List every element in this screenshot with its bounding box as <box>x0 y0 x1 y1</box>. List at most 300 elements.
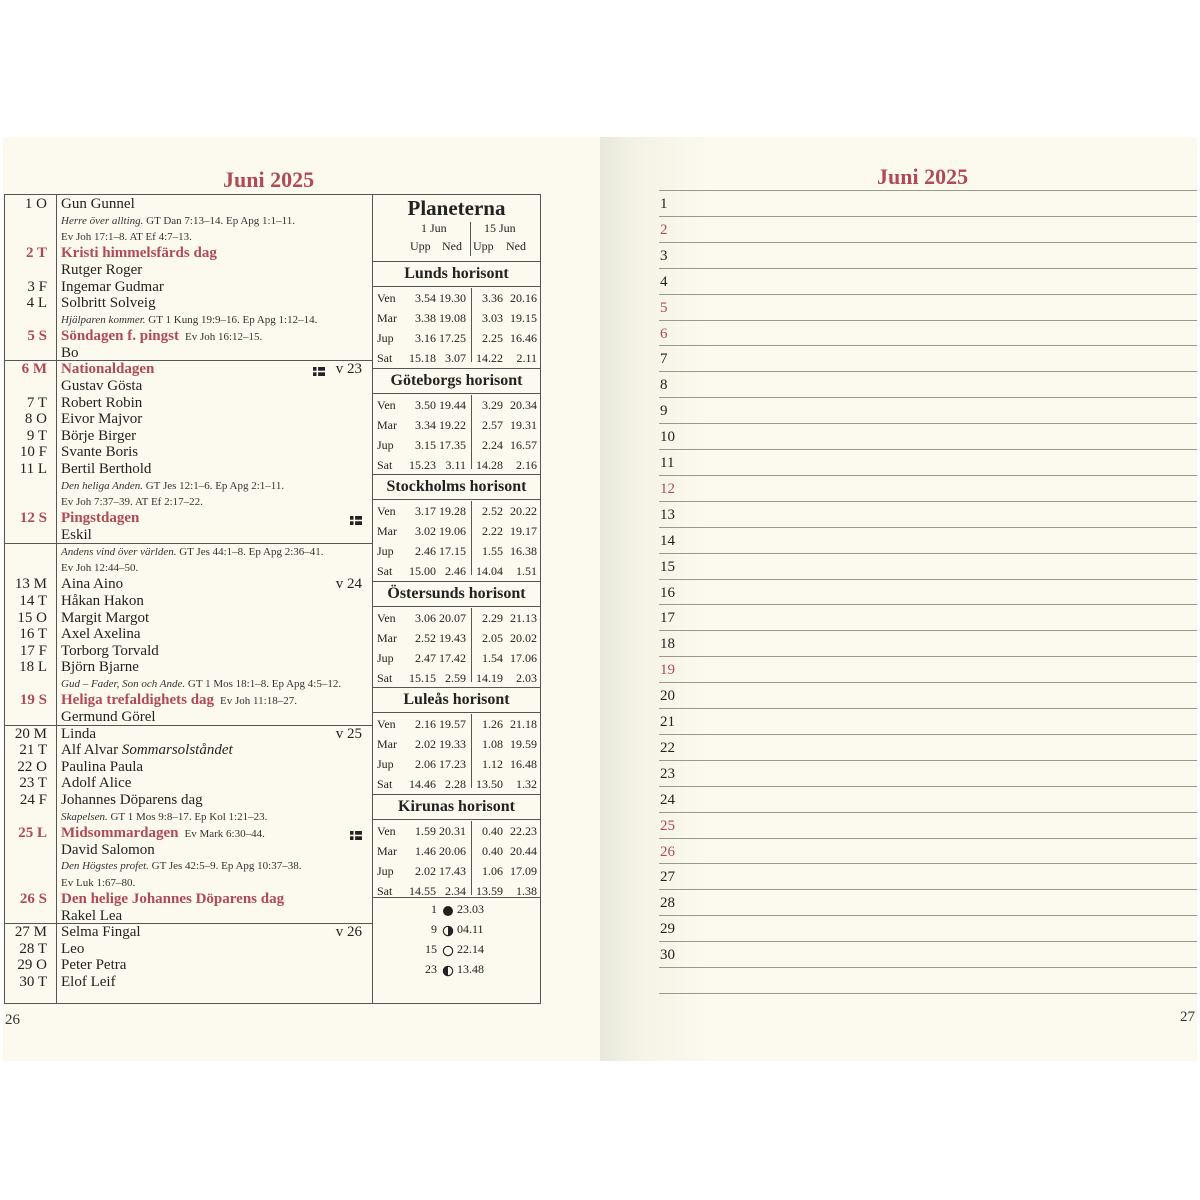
planet-name: Jup <box>377 437 394 452</box>
planet-name: Sat <box>377 564 393 579</box>
month-title-right: Juni 2025 <box>877 164 969 189</box>
name-days <box>61 775 131 792</box>
horizon-title: Göteborgs horisont <box>390 371 523 389</box>
note-text <box>61 676 341 692</box>
rise-1: 2.02 <box>415 737 436 752</box>
planet-name: Mar <box>377 524 397 539</box>
rise-2: 2.24 <box>482 437 503 452</box>
day-number: 18 L <box>19 659 47 676</box>
day-number: 9 T <box>26 427 47 444</box>
rise-1: 3.17 <box>415 504 436 519</box>
upp-header-1: Upp <box>410 239 431 253</box>
line-day-number: 4 <box>660 273 668 290</box>
day-row <box>5 428 373 445</box>
note-heading: Andens vind över världen. <box>61 545 177 558</box>
moon-day: 15 <box>425 942 437 956</box>
planet-name: Jup <box>377 757 394 772</box>
day-row <box>5 279 373 296</box>
planet-row <box>373 754 540 774</box>
rise-2: 1.26 <box>482 717 503 732</box>
set-1: 19.57 <box>439 717 466 732</box>
line-day-number: 21 <box>660 714 675 730</box>
rise-2: 1.54 <box>482 650 503 665</box>
planet-name: Jup <box>377 331 394 345</box>
day-number: 1 O <box>24 196 47 212</box>
month-title-left: Juni 2025 <box>223 167 315 192</box>
last-quarter-icon <box>442 965 454 977</box>
line-day-number: 11 <box>660 455 675 471</box>
note-text <box>61 858 301 874</box>
line-day-number: 3 <box>660 247 668 264</box>
name-days <box>61 411 142 428</box>
set-2: 2.03 <box>516 670 537 685</box>
rise-2: 2.22 <box>482 524 503 539</box>
rise-2: 2.52 <box>482 504 503 519</box>
horizon-rule <box>373 819 540 820</box>
date-header-1: 1 Jun <box>421 221 447 235</box>
name-days <box>61 610 149 627</box>
rise-1: 15.15 <box>409 670 436 685</box>
horizon-rule <box>373 286 540 287</box>
planet-name: Sat <box>377 884 393 898</box>
note-line <box>659 630 1197 656</box>
day-row <box>5 411 373 428</box>
day-number: 11 L <box>19 461 47 477</box>
set-1: 19.33 <box>439 737 466 752</box>
rise-1: 2.47 <box>415 650 436 665</box>
name-days <box>61 643 159 660</box>
day-row <box>5 742 373 759</box>
horizon-title: Kirunas horisont <box>398 798 515 815</box>
rise-2: 0.40 <box>482 824 503 838</box>
rise-1: 3.38 <box>415 311 436 325</box>
rise-2: 3.29 <box>482 397 503 412</box>
day-text: David Salomon <box>61 841 155 858</box>
planet-row <box>373 734 540 754</box>
planet-name: Sat <box>377 670 393 685</box>
note-line <box>659 294 1197 320</box>
day-row <box>5 245 373 262</box>
day-row <box>5 659 373 676</box>
scripture-note <box>5 676 373 692</box>
set-2: 1.51 <box>516 564 537 579</box>
set-2: 19.59 <box>510 737 537 752</box>
planet-name: Ven <box>377 291 396 305</box>
note-heading: Den Högstes profet. <box>61 860 149 873</box>
day-row <box>5 891 373 908</box>
day-row <box>5 295 373 312</box>
set-2: 16.46 <box>510 331 537 345</box>
planet-name: Mar <box>377 844 397 858</box>
note-line <box>659 242 1197 268</box>
line-day-number: 1 <box>660 196 668 212</box>
rise-2: 1.55 <box>482 544 503 559</box>
day-number: 21 T <box>19 742 47 759</box>
day-text: Adolf Alice <box>61 775 132 792</box>
line-day-number: 17 <box>660 610 675 627</box>
note-refs: GT Jes 44:1–8. Ep Apg 2:36–41. <box>176 545 324 558</box>
day-row <box>5 908 373 925</box>
name-days <box>61 279 164 296</box>
set-1: 19.30 <box>439 291 466 305</box>
day-row <box>5 444 373 461</box>
horizon-block <box>373 261 540 368</box>
solstice-label: Sommarsolståndet <box>121 742 233 759</box>
planet-name: Mar <box>377 737 397 752</box>
name-days <box>61 742 233 759</box>
note-refs: GT Jes 12:1–6. Ep Apg 2:1–11. <box>142 479 285 492</box>
rise-1: 15.18 <box>409 351 436 365</box>
line-day-number: 14 <box>660 532 675 549</box>
line-day-number: 7 <box>660 351 668 368</box>
name-days <box>61 726 96 743</box>
rise-1: 14.46 <box>409 777 436 792</box>
day-row <box>5 692 373 709</box>
name-days <box>61 378 142 395</box>
note-line <box>659 941 1197 967</box>
planet-row <box>373 561 540 581</box>
day-number: 5 S <box>27 328 47 345</box>
rise-1: 2.46 <box>415 544 436 559</box>
set-1: 17.35 <box>439 437 466 452</box>
name-days <box>61 659 139 676</box>
planets-header <box>373 195 540 261</box>
planet-name: Ven <box>377 610 396 625</box>
day-row <box>5 842 373 859</box>
right-page <box>600 137 1197 1061</box>
note-text <box>61 875 135 891</box>
set-2: 1.38 <box>516 884 537 898</box>
day-number: 4 L <box>26 295 47 312</box>
day-row <box>5 196 373 213</box>
note-line <box>659 682 1197 708</box>
moon-day: 9 <box>431 922 437 936</box>
note-text <box>61 560 138 576</box>
holiday-name <box>61 692 297 710</box>
planet-name: Mar <box>377 417 397 432</box>
note-line <box>659 320 1197 346</box>
flag-icon <box>350 516 362 525</box>
planet-row <box>373 648 540 668</box>
horizon-rule <box>373 499 540 500</box>
rise-2: 3.03 <box>482 311 503 325</box>
rise-2: 2.29 <box>482 610 503 625</box>
note-line <box>659 190 1197 216</box>
day-text: Eivor Majvor <box>61 411 143 428</box>
rise-1: 2.52 <box>415 630 436 645</box>
moon-phase-row <box>373 919 540 939</box>
note-refs: GT 1 Kung 19:9–16. Ep Apg 1:12–14. <box>145 313 318 326</box>
line-day-number: 8 <box>660 377 668 394</box>
planet-row <box>373 328 540 348</box>
moon-time: 22.14 <box>457 942 484 956</box>
day-text: Margit Margot <box>61 609 150 626</box>
note-line <box>659 734 1197 760</box>
rise-1: 2.16 <box>415 717 436 732</box>
note-text <box>61 213 295 229</box>
name-days <box>61 593 144 610</box>
line-day-number: 13 <box>660 506 675 523</box>
planet-row <box>373 628 540 648</box>
rise-1: 3.02 <box>415 524 436 539</box>
line-day-number: 9 <box>660 403 668 420</box>
day-text: Leo <box>61 940 85 957</box>
set-1: 17.42 <box>439 650 466 665</box>
note-line <box>659 501 1197 527</box>
day-text: Paulina Paula <box>61 758 144 775</box>
name-days <box>61 924 141 941</box>
note-text <box>61 544 324 560</box>
note-line <box>659 838 1197 864</box>
set-1: 19.28 <box>439 504 466 519</box>
planets-column <box>372 194 541 1004</box>
line-day-number: 22 <box>660 739 675 756</box>
planet-name: Ven <box>377 824 396 838</box>
planet-name: Mar <box>377 311 397 325</box>
full-moon-icon <box>442 945 454 957</box>
set-1: 2.59 <box>445 670 466 685</box>
note-line-end <box>659 967 1197 993</box>
day-number: 2 T <box>26 245 47 262</box>
name-days <box>61 941 84 958</box>
day-text: Nationaldagen <box>61 361 155 378</box>
day-text: Björn Bjarne <box>61 659 139 676</box>
horizon-block <box>373 581 540 688</box>
set-2: 2.16 <box>516 457 537 472</box>
note-refs: GT 1 Mos 9:8–17. Ep Kol 1:21–23. <box>107 810 268 823</box>
note-line <box>659 604 1197 630</box>
set-1: 2.34 <box>445 884 466 898</box>
day-number: 23 T <box>19 775 47 792</box>
day-text: Elof Leif <box>61 974 116 990</box>
horizon-block <box>373 794 540 901</box>
planet-name: Sat <box>377 457 393 472</box>
holiday-name <box>61 891 284 908</box>
day-text: Peter Petra <box>61 957 127 974</box>
day-row <box>5 510 373 527</box>
note-line <box>659 423 1197 449</box>
rise-2: 2.57 <box>482 417 503 432</box>
page-number-left: 26 <box>5 1012 20 1028</box>
note-text <box>61 229 192 245</box>
name-days <box>61 295 156 312</box>
day-row <box>5 610 373 627</box>
horizon-title: Lunds horisont <box>404 265 509 282</box>
holiday-name <box>61 328 262 346</box>
set-1: 19.08 <box>439 311 466 325</box>
horizon-block <box>373 474 540 581</box>
rise-1: 3.34 <box>415 417 436 432</box>
gospel-ref: Ev Mark 6:30–44. <box>184 828 265 840</box>
note-line <box>659 475 1197 501</box>
note-refs: GT 1 Mos 18:1–8. Ep Apg 4:5–12. <box>185 678 342 690</box>
note-line-end <box>659 993 1197 994</box>
day-text: Eskil <box>61 527 92 543</box>
set-2: 20.22 <box>510 504 537 519</box>
planet-name: Ven <box>377 717 396 732</box>
rise-1: 15.23 <box>409 457 436 472</box>
set-1: 19.44 <box>439 397 466 412</box>
day-text: Axel Axelina <box>61 626 141 643</box>
day-number: 10 F <box>19 444 47 461</box>
day-row <box>5 643 373 660</box>
rise-1: 3.54 <box>415 291 436 305</box>
set-1: 19.43 <box>439 630 466 645</box>
planets-title: Planeterna <box>407 196 506 220</box>
day-text: Kristi himmelsfärds dag <box>61 245 217 262</box>
horizon-title: Stockholms horisont <box>386 478 527 496</box>
planet-row <box>373 881 540 901</box>
day-text: Bo <box>61 344 79 361</box>
holiday-name <box>61 510 139 527</box>
name-days <box>61 908 122 925</box>
set-1: 3.07 <box>445 351 466 365</box>
day-text: Gustav Gösta <box>61 378 143 394</box>
day-text: Börje Birger <box>61 427 137 444</box>
set-2: 21.18 <box>510 717 537 732</box>
set-1: 17.25 <box>439 331 466 345</box>
horizon-block <box>373 687 540 794</box>
set-2: 16.48 <box>510 757 537 772</box>
name-days <box>61 345 79 362</box>
moon-phase-row <box>373 899 540 919</box>
line-day-number: 15 <box>660 558 675 575</box>
day-row <box>5 726 373 743</box>
left-page <box>3 137 600 1061</box>
holiday-name <box>61 245 217 262</box>
moon-day: 1 <box>431 902 437 916</box>
note-line <box>659 786 1197 812</box>
horizon-title: Luleås horisont <box>403 691 510 709</box>
day-row <box>5 328 373 345</box>
week-number: v 23 <box>335 361 362 378</box>
line-day-number: 20 <box>660 688 675 705</box>
page-number-right: 27 <box>1180 1009 1195 1025</box>
rise-2: 2.25 <box>482 331 503 345</box>
note-heading: Den heliga Anden. <box>61 479 143 492</box>
note-text <box>61 478 284 494</box>
set-2: 2.11 <box>516 351 537 365</box>
horizon-rule <box>373 393 540 394</box>
set-2: 19.15 <box>510 311 537 325</box>
planet-name: Jup <box>377 864 394 878</box>
day-row <box>5 775 373 792</box>
day-text: Håkan Hakon <box>61 593 144 609</box>
day-text: Svante Boris <box>61 444 139 461</box>
day-text: Solbritt Solveig <box>61 295 156 312</box>
set-2: 16.57 <box>510 437 537 452</box>
day-number: 25 L <box>18 825 47 841</box>
day-text: Alf Alvar <box>61 742 119 759</box>
horizon-rule <box>373 712 540 713</box>
line-day-number: 5 <box>660 299 668 316</box>
set-2: 1.32 <box>516 777 537 792</box>
set-2: 20.34 <box>510 397 537 412</box>
scripture-note <box>5 875 373 891</box>
moon-icon-wrap <box>442 963 454 983</box>
rise-1: 14.55 <box>409 884 436 898</box>
rise-2: 1.06 <box>482 864 503 878</box>
day-text: Pingstdagen <box>61 510 140 527</box>
note-refs: GT Dan 7:13–14. Ep Apg 1:1–11. <box>143 214 295 227</box>
day-text: Bertil Berthold <box>61 461 152 477</box>
note-line <box>659 527 1197 553</box>
day-row <box>5 461 373 478</box>
set-1: 20.07 <box>439 610 466 625</box>
note-line <box>659 371 1197 397</box>
note-refs: Ev Joh 17:1–8. AT Ef 4:7–13. <box>61 231 192 243</box>
day-row <box>5 941 373 958</box>
planet-name: Sat <box>377 777 393 792</box>
day-text: Selma Fingal <box>61 924 141 941</box>
day-number: 28 T <box>19 940 47 957</box>
planet-row <box>373 308 540 328</box>
gospel-ref: Ev Joh 11:18–27. <box>220 695 297 708</box>
rise-1: 2.06 <box>415 757 436 772</box>
horizon-title: Östersunds horisont <box>387 584 526 602</box>
planet-row <box>373 821 540 841</box>
scripture-note <box>5 213 373 229</box>
set-1: 2.28 <box>445 777 466 792</box>
line-day-number: 12 <box>660 480 675 497</box>
day-number: 8 O <box>24 411 47 428</box>
set-1: 20.06 <box>439 844 466 858</box>
name-days <box>61 792 203 809</box>
planet-name: Sat <box>377 351 393 365</box>
planet-row <box>373 714 540 734</box>
moon-phase-row <box>373 959 540 979</box>
note-line <box>659 397 1197 423</box>
planet-row <box>373 841 540 861</box>
line-day-number: 28 <box>660 895 675 912</box>
horizon-block <box>373 368 540 475</box>
day-number: 12 S <box>19 510 47 527</box>
rise-2: 13.59 <box>476 884 503 898</box>
day-number: 29 O <box>17 957 47 974</box>
name-days <box>61 709 156 726</box>
day-text: Rutger Roger <box>61 262 143 278</box>
date-header-2: 15 Jun <box>484 221 516 235</box>
line-day-number: 6 <box>660 325 668 342</box>
rise-1: 1.46 <box>415 844 436 858</box>
set-2: 21.13 <box>510 610 537 625</box>
day-number: 26 S <box>19 891 47 907</box>
set-2: 20.44 <box>510 844 537 858</box>
planet-row <box>373 288 540 308</box>
day-text: Midsommardagen <box>61 825 179 841</box>
rise-1: 3.50 <box>415 397 436 412</box>
scripture-note <box>5 858 373 874</box>
set-1: 17.23 <box>439 757 466 772</box>
line-day-number: 29 <box>660 921 675 938</box>
set-1: 2.46 <box>445 564 466 579</box>
day-row <box>5 378 373 395</box>
day-row <box>5 924 373 941</box>
header-divider <box>470 222 471 256</box>
day-text: Linda <box>61 725 96 742</box>
line-day-number: 26 <box>660 843 675 860</box>
day-number: 15 O <box>17 609 47 626</box>
day-row <box>5 593 373 610</box>
planet-row <box>373 348 540 368</box>
day-row <box>5 395 373 412</box>
planet-name: Mar <box>377 630 397 645</box>
note-heading: Gud – Fader, Son och Ande. <box>61 678 186 690</box>
note-text <box>61 494 203 510</box>
line-day-number: 23 <box>660 765 675 782</box>
planet-name: Jup <box>377 650 394 665</box>
note-text <box>61 809 267 825</box>
